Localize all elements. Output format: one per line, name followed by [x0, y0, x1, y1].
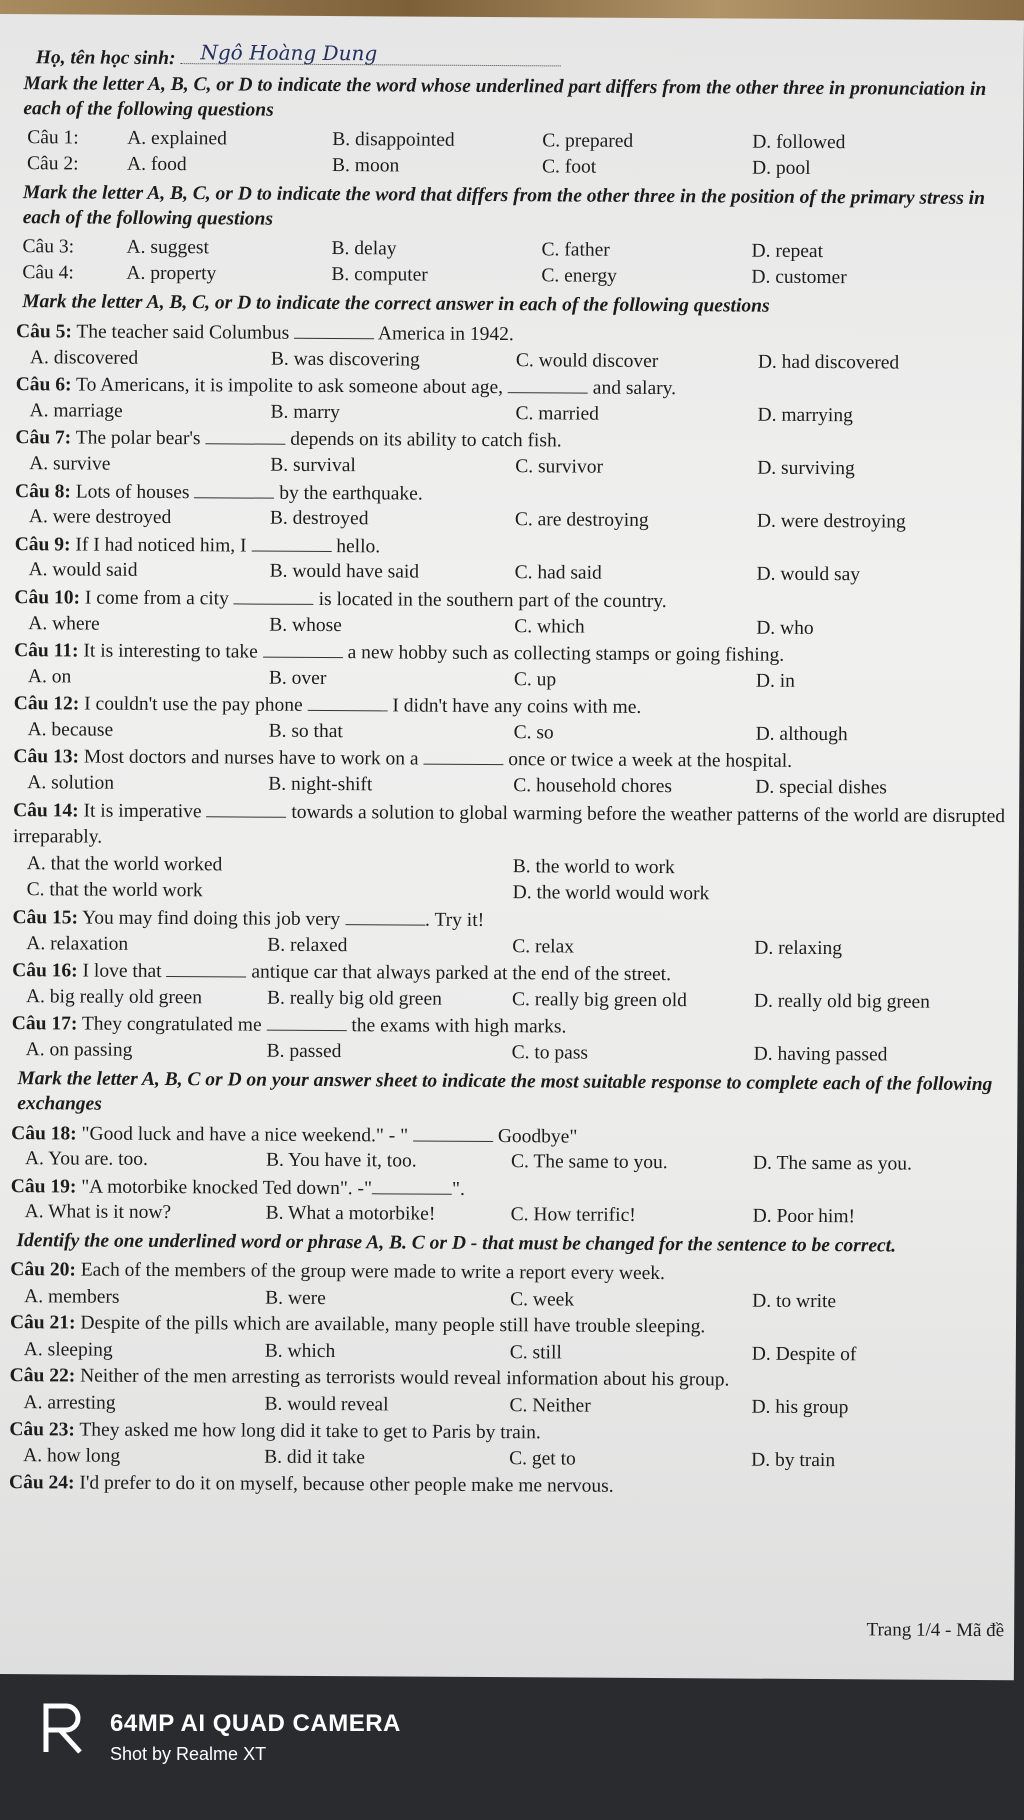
option-b[interactable]: B. moon — [332, 155, 400, 177]
option-d[interactable]: D. pool — [752, 157, 811, 180]
option-d[interactable]: D. special dishes — [755, 776, 887, 799]
section-error-identification-instructions: Identify the one underlined word or phrase A, B. C or D - that must be changed for the sentence to be correct. — [16, 1230, 897, 1257]
option-a[interactable]: A. marriage — [29, 399, 123, 422]
option-b[interactable]: B. whose — [269, 614, 342, 636]
option-a[interactable]: A. discovered — [29, 346, 139, 369]
option-a[interactable]: A. were destroyed — [28, 506, 172, 529]
question-stem: It is imperative — [83, 800, 202, 822]
student-name-row — [36, 42, 1023, 75]
answer-blank — [194, 479, 274, 498]
question-stem: "A motorbike knocked Ted down". -" — [81, 1176, 373, 1200]
question-stem: Lots of houses — [75, 481, 190, 503]
option-d[interactable]: D. repeat — [751, 240, 824, 262]
option-c[interactable]: C. that the world work — [26, 879, 203, 902]
question-stem: I couldn't use the pay phone — [84, 693, 303, 717]
option-d[interactable]: D. followed — [752, 131, 846, 153]
page-footer: Trang 1/4 - Mã đề — [866, 1619, 1005, 1642]
handwritten-name: Ngô Hoàng Dung — [200, 40, 378, 66]
question-number: Câu 14: — [13, 799, 79, 822]
question-stem-end: the exams with high marks. — [351, 1015, 567, 1038]
answer-blank — [508, 374, 588, 393]
question-stem-end: towards a solution to global warming before the weather patterns of the world are disrupted irreparably. — [12, 801, 1006, 848]
camera-title: 64MP AI QUAD CAMERA — [110, 1710, 401, 1737]
section-stress-instructions: Mark the letter A, B, C, or D to indicate the word that differs from the other three in the position of the primary stress in each of the following questions — [22, 181, 986, 230]
question-number: Câu 16: — [12, 960, 78, 982]
option-b[interactable]: B. destroyed — [269, 507, 369, 530]
question-stem-end: ". — [451, 1178, 465, 1200]
option-c[interactable]: C. week — [510, 1288, 575, 1311]
option-b[interactable]: B. was discovering — [270, 348, 420, 371]
question-stem-end: a new hobby such as collecting stamps or going fishing. — [347, 642, 785, 666]
option-b[interactable]: B. computer — [331, 264, 428, 286]
option-d[interactable]: D. in — [755, 670, 796, 692]
option-b[interactable]: B. really big old green — [266, 987, 442, 1010]
question-stem-end: by the earthquake. — [279, 482, 423, 505]
option-a[interactable]: A. You are. too. — [24, 1148, 149, 1171]
option-c[interactable]: C. get to — [509, 1448, 576, 1470]
option-d[interactable]: D. by train — [751, 1449, 836, 1472]
question-stem: Most doctors and nurses have to work on a — [83, 746, 419, 771]
option-c[interactable]: C. are destroying — [514, 509, 649, 532]
option-c[interactable]: C. energy — [541, 265, 617, 288]
question-stem-end: I didn't have any coins with me. — [392, 695, 642, 719]
option-a[interactable]: A. solution — [27, 772, 115, 794]
question-stem: They congratulated me — [81, 1013, 262, 1037]
option-b[interactable]: B. did it take — [264, 1446, 366, 1469]
option-c[interactable]: C. so — [513, 722, 554, 744]
answer-blank — [413, 1122, 493, 1141]
option-b[interactable]: B. passed — [266, 1040, 342, 1063]
question-number: Câu 8: — [15, 480, 71, 502]
question-stem-end: is located in the southern part of the country. — [318, 588, 667, 612]
answer-blank — [206, 798, 286, 817]
option-b[interactable]: B. the world to work — [512, 855, 675, 878]
question-19-options — [11, 1199, 1016, 1232]
option-a[interactable]: A. would said — [28, 559, 138, 582]
option-d[interactable]: D. were destroying — [756, 510, 906, 533]
option-d[interactable]: D. the world would work — [512, 882, 710, 905]
option-c[interactable]: C. foot — [542, 156, 597, 178]
option-c[interactable]: C. to pass — [511, 1042, 589, 1064]
answer-blank — [372, 1175, 452, 1194]
option-d[interactable]: D. who — [756, 617, 814, 639]
answer-blank — [263, 639, 343, 658]
option-a[interactable]: A. where — [28, 612, 100, 635]
question-number: Câu 18: — [11, 1122, 77, 1145]
option-d[interactable]: D. surviving — [757, 457, 855, 480]
option-a[interactable]: A. food — [127, 153, 187, 176]
option-c[interactable]: C. still — [509, 1341, 562, 1364]
answer-blank — [251, 532, 331, 551]
option-b[interactable]: B. would have said — [269, 560, 420, 583]
option-c[interactable]: C. How terrific! — [510, 1204, 636, 1227]
option-b[interactable]: B. night-shift — [268, 773, 373, 796]
option-d[interactable]: D. had discovered — [757, 351, 900, 374]
question-stem-end: America in 1942. — [377, 323, 514, 346]
question-number: Câu 15: — [12, 907, 79, 929]
option-d[interactable]: D. marrying — [757, 404, 853, 426]
student-name-field[interactable] — [180, 40, 560, 66]
option-b[interactable]: B. would reveal — [264, 1393, 389, 1416]
question-24 — [9, 1470, 1014, 1503]
option-c[interactable]: C. father — [541, 239, 610, 261]
question-sentence: Each of the members of the group were made to write a report every week. — [80, 1259, 666, 1285]
question-number: Câu 1: — [27, 126, 79, 149]
camera-subtitle: Shot by Realme XT — [110, 1744, 267, 1764]
option-b[interactable]: B. over — [268, 667, 327, 689]
question-number: Câu 17: — [11, 1013, 78, 1035]
option-d[interactable]: D. having passed — [753, 1043, 888, 1066]
question-number: Câu 22: — [9, 1365, 76, 1387]
answer-blank — [205, 426, 285, 445]
option-d[interactable]: D. although — [755, 723, 848, 746]
question-number: Câu 9: — [14, 533, 71, 556]
question-sentence: I'd prefer to do it on myself, because other people make me nervous. — [79, 1472, 614, 1497]
option-c[interactable]: C. household chores — [513, 775, 673, 798]
option-d[interactable]: D. The same as you. — [752, 1152, 912, 1175]
question-14 — [13, 797, 1013, 857]
option-b[interactable]: B. delay — [331, 237, 397, 260]
option-d[interactable]: D. would say — [756, 563, 861, 586]
section-exchanges-instructions: Mark the letter A, B, C or D on your answer sheet to indicate the most suitable response to complete each of the following exchanges — [17, 1067, 993, 1115]
option-a[interactable]: A. members — [24, 1285, 120, 1308]
answer-blank — [423, 746, 503, 765]
option-c[interactable]: C. married — [515, 402, 600, 425]
exam-sheet — [0, 14, 1024, 1680]
option-a[interactable]: A. arresting — [23, 1392, 116, 1414]
question-stem-end: antique car that always parked at the end of the street. — [251, 961, 672, 986]
question-number: Câu 19: — [10, 1175, 77, 1198]
option-a[interactable]: A. What is it now? — [24, 1201, 172, 1224]
question-4 — [16, 260, 1021, 293]
question-number: Câu 21: — [9, 1312, 76, 1334]
option-b[interactable]: B. which — [264, 1340, 336, 1362]
question-number: Câu 11: — [14, 640, 79, 662]
option-c[interactable]: C. would discover — [515, 349, 659, 372]
option-c[interactable]: C. up — [513, 668, 557, 691]
question-2 — [17, 151, 1022, 184]
option-a[interactable]: A. property — [126, 263, 217, 285]
question-number: Câu 23: — [9, 1418, 75, 1441]
answer-blank — [267, 1012, 347, 1031]
option-b[interactable]: B. What a motorbike! — [265, 1203, 436, 1226]
question-stem-end: depends on its ability to catch fish. — [290, 429, 562, 452]
section-pronunciation-instructions: Mark the letter A, B, C, or D to indicate the word whose underlined part differs from the other three in pronunciation in each of the following questions — [23, 72, 987, 121]
question-number: Câu 24: — [8, 1471, 75, 1494]
question-stem: If I had noticed him, I — [75, 534, 247, 557]
question-sentence: Neither of the men arresting as terrorists would reveal information about his group. — [80, 1365, 730, 1391]
question-stem-end: and salary. — [592, 377, 677, 400]
option-a[interactable]: A. relaxation — [26, 932, 129, 955]
option-d[interactable]: D. relaxing — [754, 937, 843, 959]
option-c[interactable]: C. which — [514, 615, 585, 638]
option-c[interactable]: C. Neither — [509, 1395, 591, 1417]
option-b[interactable]: B. relaxed — [267, 934, 348, 956]
question-stem-end: hello. — [336, 535, 381, 558]
question-number: Câu 10: — [14, 587, 81, 609]
question-number: Câu 6: — [15, 374, 72, 396]
question-number: Câu 3: — [22, 235, 75, 258]
option-c[interactable]: C. The same to you. — [510, 1151, 668, 1174]
option-d[interactable]: D. really old big green — [753, 990, 931, 1013]
answer-blank — [294, 320, 374, 339]
question-number: Câu 2: — [27, 153, 79, 175]
question-number: Câu 12: — [13, 693, 80, 715]
student-name-label: Họ, tên học sinh: — [35, 47, 176, 70]
option-b[interactable]: B. disappointed — [332, 128, 455, 151]
option-d[interactable]: D. to write — [752, 1290, 837, 1312]
option-b[interactable]: B. You have it, too. — [265, 1149, 417, 1172]
question-sentence: They asked me how long did it take to get to Paris by train. — [79, 1419, 541, 1443]
option-d[interactable]: D. Despite of — [751, 1343, 857, 1366]
answer-blank — [166, 958, 246, 977]
option-a[interactable]: A. on passing — [25, 1039, 133, 1061]
option-c[interactable]: C. survivor — [515, 456, 604, 478]
option-a[interactable]: A. suggest — [126, 236, 209, 259]
question-stem-end: . Try it! — [425, 909, 485, 932]
option-b[interactable]: B. were — [265, 1287, 326, 1309]
option-c[interactable]: C. relax — [512, 935, 575, 958]
question-number: Câu 13: — [13, 746, 80, 768]
answer-blank — [345, 906, 425, 925]
question-number: Câu 5: — [15, 321, 72, 343]
question-number: Câu 4: — [22, 262, 74, 284]
question-stem: The teacher said Columbus — [76, 321, 290, 344]
section-correct-answer-instructions: Mark the letter A, B, C, or D to indicate the correct answer in each of the following questions — [22, 291, 770, 317]
option-b[interactable]: B. so that — [268, 720, 343, 742]
question-17-options — [12, 1037, 1017, 1070]
option-a[interactable]: A. survive — [29, 453, 111, 475]
answer-blank — [308, 692, 388, 711]
question-stem: It is interesting to take — [83, 640, 258, 663]
option-c[interactable]: C. had said — [514, 562, 602, 584]
question-stem: "Good luck and have a nice weekend." - " — [81, 1123, 409, 1147]
question-stem-end: once or twice a week at the hospital. — [508, 749, 793, 773]
option-d[interactable]: D. Poor him! — [752, 1205, 856, 1228]
question-stem: I come from a city — [84, 587, 229, 610]
option-a[interactable]: A. on — [27, 665, 72, 688]
question-number: Câu 7: — [15, 427, 72, 449]
question-number: Câu 20: — [10, 1259, 76, 1281]
question-sentence: Despite of the pills which are available, many people still have trouble sleeping. — [80, 1312, 706, 1338]
option-c[interactable]: C. prepared — [542, 129, 634, 152]
option-b[interactable]: B. marry — [270, 401, 340, 423]
question-stem: The polar bear's — [75, 427, 201, 450]
question-stem: To Americans, it is impolite to ask someone about age, — [75, 374, 504, 399]
option-a[interactable]: A. that the world worked — [26, 853, 223, 876]
option-c[interactable]: C. really big green old — [511, 988, 687, 1012]
answer-blank — [234, 585, 314, 604]
option-a[interactable]: A. how long — [23, 1445, 121, 1467]
option-d[interactable]: D. customer — [751, 266, 847, 289]
question-stem: You may find doing this job very — [82, 907, 341, 931]
question-stem-end: Goodbye" — [497, 1125, 578, 1148]
realme-logo-icon — [40, 1702, 86, 1756]
option-a[interactable]: A. because — [27, 719, 114, 741]
question-stem: I love that — [82, 960, 162, 983]
exam-content — [9, 42, 1023, 1502]
option-b[interactable]: B. survival — [270, 454, 356, 477]
option-a[interactable]: A. big really old green — [25, 985, 203, 1009]
option-a[interactable]: A. sleeping — [23, 1338, 113, 1361]
option-d[interactable]: D. his group — [751, 1396, 849, 1419]
option-a[interactable]: A. explained — [127, 127, 227, 149]
